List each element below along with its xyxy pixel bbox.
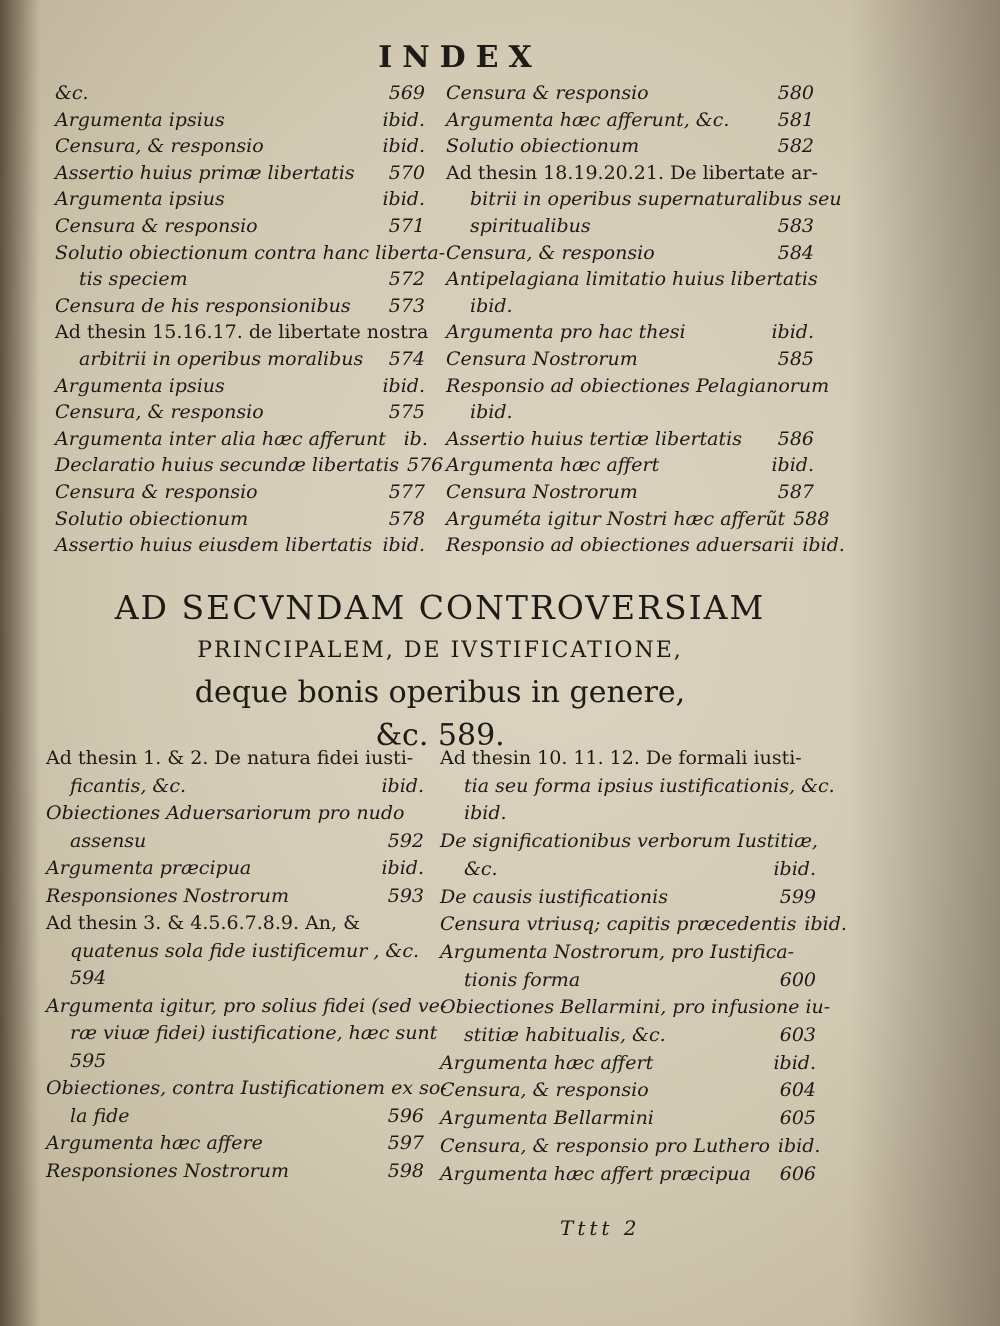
index-entry: [55, 186, 425, 213]
index-entry-page: 572: [388, 268, 425, 291]
heading-line-3: deque bonis operibus in genere,: [194, 675, 686, 710]
index-entry-page: 575: [388, 401, 425, 424]
index-entry-text: Censura, & responsio: [55, 401, 264, 424]
index-entry: [55, 399, 425, 426]
index-column-upper-right: [446, 80, 845, 559]
index-entry: [46, 938, 424, 966]
index-entry-text: &c.: [464, 857, 498, 880]
index-entry-page: 571: [388, 214, 425, 237]
index-entry: [446, 186, 842, 213]
index-entry-page: ibid.: [777, 1134, 821, 1157]
index-entry: [46, 965, 424, 993]
index-entry-text: ibid.: [470, 294, 513, 317]
index-entry: [55, 346, 425, 373]
index-entry: [446, 160, 818, 187]
index-entry: [46, 1075, 447, 1103]
index-entry: [446, 293, 814, 320]
index-entry-page: 592: [387, 829, 424, 852]
index-entry-page: 581: [777, 108, 814, 131]
section-heading: [40, 585, 840, 757]
index-entry-text: ibid.: [464, 802, 507, 825]
index-entry-page: 599: [779, 885, 816, 908]
index-entry-text: Responsio ad obiectiones aduersarii: [446, 534, 795, 557]
running-head: INDEX: [378, 40, 542, 75]
index-entry-text: 594: [70, 967, 107, 989]
index-entry-page: 604: [779, 1079, 816, 1102]
index-entry-page: ib.: [403, 427, 428, 450]
index-entry-text: Assertio huius eiusdem libertatis: [55, 534, 373, 557]
index-entry-text: Obiectiones Bellarmini, pro infusione iu-: [440, 996, 831, 1019]
index-entry-page: 582: [777, 135, 814, 158]
index-entry-text: Argumenta hæc affert præcipua: [440, 1162, 751, 1185]
index-entry-text: Censura Nostrorum: [446, 347, 638, 370]
page-edge-shadow: [850, 0, 1000, 1326]
index-entry: [46, 855, 424, 883]
index-entry-text: Obiectiones, contra Iustificationem ex so-: [46, 1077, 447, 1099]
index-entry: [440, 745, 816, 773]
index-entry-text: Argumenta inter alia hæc afferunt: [55, 427, 386, 450]
index-entry: [446, 107, 814, 134]
index-entry: [446, 346, 814, 373]
index-entry-page: 606: [779, 1162, 816, 1185]
index-entry-text: Arguméta igitur Nostri hæc afferũt: [446, 507, 786, 530]
index-entry-text: Censura & responsio: [446, 82, 649, 104]
index-entry-text: De causis iustificationis: [440, 885, 668, 908]
index-entry-text: Argumenta hæc affert: [440, 1051, 654, 1074]
index-entry-text: Censura, & responsio pro Luthero: [440, 1134, 770, 1157]
index-entry-text: Antipelagiana limitatio huius libertatis: [446, 268, 818, 291]
index-entry-page: 598: [387, 1159, 424, 1182]
index-entry: [446, 532, 845, 559]
index-entry: [55, 107, 425, 134]
index-entry-text: Censura vtriusq; capitis præcedentis: [440, 913, 797, 936]
index-entry: [46, 993, 447, 1021]
index-entry: [46, 1130, 424, 1158]
index-entry-page: 586: [777, 427, 814, 450]
index-entry-text: &c.: [55, 82, 89, 104]
index-entry: [55, 266, 425, 293]
signature-mark: Tttt 2: [560, 1216, 641, 1240]
index-entry-page: ibid.: [382, 534, 425, 557]
index-entry: [46, 1158, 424, 1186]
index-entry-text: Argumenta pro hac thesi: [446, 321, 686, 344]
index-entry-page: 578: [388, 507, 425, 530]
index-entry-page: 600: [779, 968, 816, 991]
index-entry-text: Censura & responsio: [55, 214, 258, 237]
index-entry-text: Assertio huius primæ libertatis: [55, 161, 355, 184]
index-entry: [440, 939, 816, 967]
index-entry-page: 573: [388, 294, 425, 317]
heading-line-2: PRINCIPALEM, DE IVSTIFICATIONE,: [197, 638, 683, 663]
index-entry-page: 584: [777, 241, 814, 264]
index-entry-text: Argumenta ipsius: [55, 374, 225, 397]
index-entry: [440, 1050, 816, 1078]
index-entry-text: ficantis, &c.: [70, 774, 187, 797]
index-entry-text: Argumenta igitur, pro solius fidei (sed ve-: [46, 994, 447, 1017]
index-entry: [440, 967, 816, 995]
index-entry-page: ibid.: [804, 913, 847, 936]
index-entry: [446, 479, 814, 506]
index-entry-text: Responsio ad obiectiones Pelagianorum: [446, 374, 830, 397]
index-entry: [446, 399, 814, 426]
index-entry-text: ræ viuæ fidei) iustificatione, hæc sunt: [70, 1022, 438, 1044]
index-entry-page: 574: [388, 347, 425, 370]
index-entry: [440, 1022, 816, 1050]
index-entry-text: Responsiones Nostrorum: [46, 884, 289, 907]
index-entry-text: Responsiones Nostrorum: [46, 1159, 289, 1182]
index-entry-text: tis speciem: [79, 268, 188, 291]
index-entry: [46, 745, 424, 773]
index-entry-text: Solutio obiectionum contra hanc liberta-: [55, 241, 446, 264]
index-entry-text: quatenus sola fide iustificemur , &c.: [70, 939, 420, 962]
index-entry-text: Solutio obiectionum: [446, 135, 640, 158]
index-entry-text: Ad thesin 18.19.20.21. De libertate ar-: [446, 161, 818, 184]
index-entry: [440, 1133, 821, 1161]
index-entry-text: Argumenta hæc affere: [46, 1132, 263, 1154]
index-entry-text: Censura Nostrorum: [446, 480, 638, 503]
index-entry-text: 595: [70, 1049, 107, 1072]
index-entry-text: stitiæ habitualis, &c.: [464, 1024, 666, 1047]
index-entry-page: ibid.: [381, 857, 424, 879]
index-entry: [55, 213, 425, 240]
index-entry: [55, 80, 425, 107]
index-entry-text: Censura de his responsionibus: [55, 294, 351, 317]
index-entry: [446, 373, 830, 400]
index-entry: [55, 240, 446, 267]
index-entry: [55, 532, 425, 559]
index-entry-page: 588: [793, 507, 830, 530]
index-entry: [46, 828, 424, 856]
index-entry: [46, 1103, 424, 1131]
index-column-lower-right: [440, 745, 847, 1188]
index-entry: [440, 1105, 816, 1133]
index-entry-page: ibid.: [773, 857, 816, 880]
index-entry: [446, 266, 818, 293]
index-entry: [55, 373, 425, 400]
index-entry-text: Argumenta ipsius: [55, 108, 225, 131]
index-entry: [46, 800, 424, 828]
index-entry-page: 597: [387, 1132, 424, 1154]
index-entry-text: Ad thesin 1. & 2. De natura fidei iusti-: [46, 747, 414, 769]
index-entry-page: 580: [777, 82, 814, 104]
index-entry-text: Argumenta præcipua: [46, 857, 252, 879]
index-entry-text: Ad thesin 10. 11. 12. De formali iusti-: [440, 747, 802, 769]
index-entry-page: ibid.: [773, 1051, 816, 1074]
index-entry-page: 569: [388, 82, 425, 104]
index-entry: [446, 319, 814, 346]
heading-line-4: &c. 589.: [375, 718, 505, 753]
index-entry-page: ibid.: [382, 108, 425, 131]
index-entry: [46, 773, 424, 801]
index-entry: [55, 506, 425, 533]
index-entry-text: Argumenta Nostrorum, pro Iustifica-: [440, 940, 795, 963]
index-entry: [440, 773, 835, 801]
index-entry-text: Censura, & responsio: [55, 135, 264, 158]
index-entry: [440, 884, 816, 912]
index-entry-page: 583: [777, 214, 814, 237]
index-entry-text: spiritualibus: [470, 214, 591, 237]
index-entry: [46, 1020, 438, 1048]
index-entry-text: Declaratio huius secundæ libertatis: [55, 454, 399, 477]
index-entry-page: ibid.: [382, 374, 425, 397]
index-entry-text: arbitrii in operibus moralibus: [79, 347, 364, 370]
index-entry-text: Censura & responsio: [55, 480, 258, 503]
index-entry-text: Ad thesin 15.16.17. de libertate nostra: [55, 321, 429, 344]
index-entry-page: ibid.: [771, 454, 814, 477]
index-entry-text: Censura, & responsio: [440, 1079, 649, 1102]
index-entry: [55, 319, 429, 346]
index-column-upper-left: [55, 80, 446, 559]
index-entry-page: 587: [777, 480, 814, 503]
index-entry: [440, 1161, 816, 1189]
index-entry: [55, 452, 444, 479]
index-entry-text: bitrii in operibus supernaturalibus seu: [470, 188, 842, 211]
index-entry-text: tionis forma: [464, 968, 581, 991]
index-entry-page: 593: [387, 884, 424, 907]
index-entry-page: ibid.: [802, 534, 845, 557]
index-entry: [440, 911, 847, 939]
index-entry-page: 605: [779, 1107, 816, 1130]
index-entry: [55, 160, 425, 187]
index-entry-page: 585: [777, 347, 814, 370]
index-entry: [55, 293, 425, 320]
index-entry-page: 570: [388, 161, 425, 184]
index-entry-text: Solutio obiectionum: [55, 507, 249, 530]
index-entry-page: 596: [387, 1104, 424, 1127]
index-entry: [55, 426, 428, 453]
index-entry-text: Argumenta Bellarmini: [440, 1107, 654, 1130]
index-entry-text: De significationibus verborum Iustitiæ,: [440, 830, 818, 853]
index-entry-text: Obiectiones Aduersariorum pro nudo: [46, 802, 405, 824]
index-entry-page: 577: [388, 480, 425, 503]
index-entry: [446, 506, 830, 533]
index-entry: [446, 426, 814, 453]
index-entry: [446, 213, 814, 240]
index-entry: [55, 133, 425, 160]
index-column-lower-left: [46, 745, 447, 1185]
index-entry-page: ibid.: [382, 135, 425, 158]
index-entry-text: Ad thesin 3. & 4.5.6.7.8.9. An, &: [46, 912, 361, 934]
index-entry: [440, 828, 816, 856]
index-entry-text: ibid.: [470, 401, 513, 424]
index-entry: [440, 800, 816, 828]
index-entry: [440, 1077, 816, 1105]
index-entry: [46, 1048, 424, 1076]
index-entry: [440, 856, 816, 884]
heading-line-1: AD SECVNDAM CONTROVERSIAM: [114, 588, 766, 627]
index-entry-text: Censura, & responsio: [446, 241, 655, 264]
index-entry: [446, 80, 814, 107]
index-entry: [55, 479, 425, 506]
index-entry-page: 576: [406, 454, 444, 477]
index-entry-page: ibid.: [382, 188, 425, 211]
index-entry: [446, 240, 814, 267]
index-entry: [440, 994, 831, 1022]
index-entry-text: tia seu forma ipsius iustificationis, &c.: [464, 774, 835, 797]
index-entry-text: Assertio huius tertiæ libertatis: [446, 427, 742, 450]
index-entry-text: assensu: [70, 829, 147, 852]
index-entry: [46, 883, 424, 911]
index-entry-text: Argumenta ipsius: [55, 188, 225, 211]
index-entry-page: ibid.: [771, 321, 814, 344]
index-entry-text: la fide: [70, 1104, 130, 1127]
index-entry-text: Argumenta hæc affert: [446, 454, 660, 477]
index-entry-page: 603: [779, 1024, 816, 1047]
index-entry: [446, 452, 814, 479]
index-entry-page: ibid.: [381, 774, 424, 797]
index-entry: [446, 133, 814, 160]
gutter-shadow: [0, 0, 40, 1326]
index-entry: [46, 910, 424, 938]
index-entry-text: Argumenta hæc afferunt, &c.: [446, 108, 730, 131]
